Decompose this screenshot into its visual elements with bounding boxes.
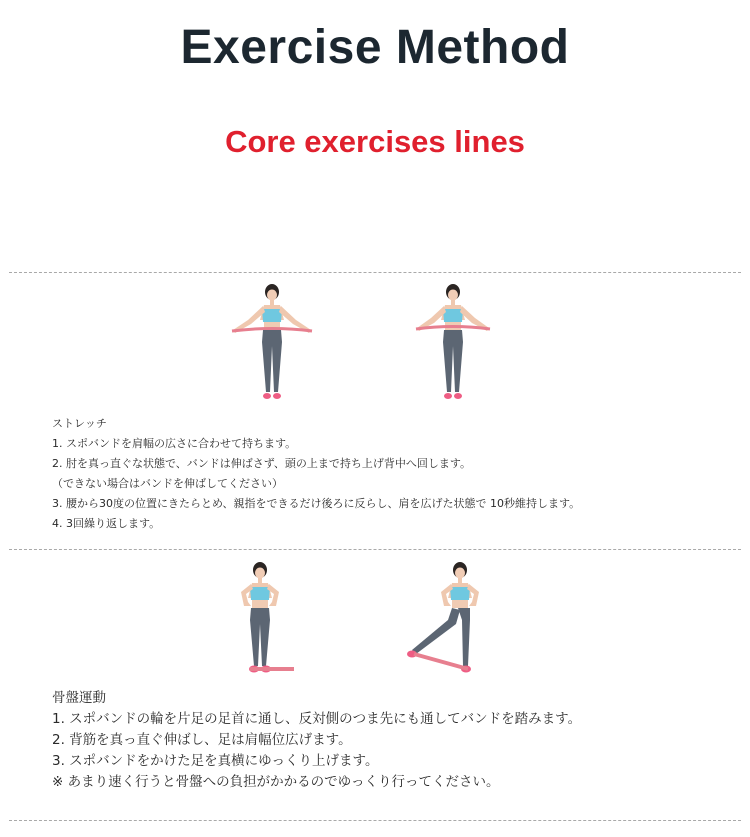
stretch-photo-back [403,280,503,404]
list-item: ※ あまり速く行うと骨盤への負担がかかるのでゆっくり行ってください。 [52,774,500,790]
list-item: 4. 3回繰り返します。 [52,517,161,530]
list-item: 3. スポバンドをかけた足を真横にゆっくり上げます。 [52,753,379,769]
list-item: 2. 背筋を真っ直ぐ伸ばし、足は肩幅位広げます。 [52,732,352,748]
list-item: 3. 腰から30度の位置にきたらとめ、親指をできるだけ後ろに反らし、肩を広げた状態で 10秒維持します。 [52,497,581,510]
list-item: （できない場合はバンドを伸ばしてください） [52,477,283,490]
section-divider [9,549,741,550]
pelvic-instructions [52,688,581,793]
section-heading-stretch: ストレッチ [52,417,107,430]
list-item: 1. スポバンドを肩幅の広さに合わせて持ちます。 [52,437,297,450]
section-divider [9,820,741,821]
stretch-instructions [52,414,580,534]
section-divider [9,272,741,273]
list-item: 1. スポバンドの輪を片足の足首に通し、反対側のつま先にも通してバンドを踏みます。 [52,711,582,727]
pelvic-photo-standing [222,558,302,682]
list-item: 2. 肘を真っ直ぐな状態で、バンドは伸ばさず、頭の上まで持ち上げ背中へ回します。 [52,457,472,470]
section-heading-pelvic: 骨盤運動 [52,690,106,706]
page-subtitle: Core exercises lines [225,124,525,159]
pelvic-photo-leg-raise [398,558,508,682]
stretch-photo-front [222,280,322,404]
page-title: Exercise Method [180,21,570,74]
